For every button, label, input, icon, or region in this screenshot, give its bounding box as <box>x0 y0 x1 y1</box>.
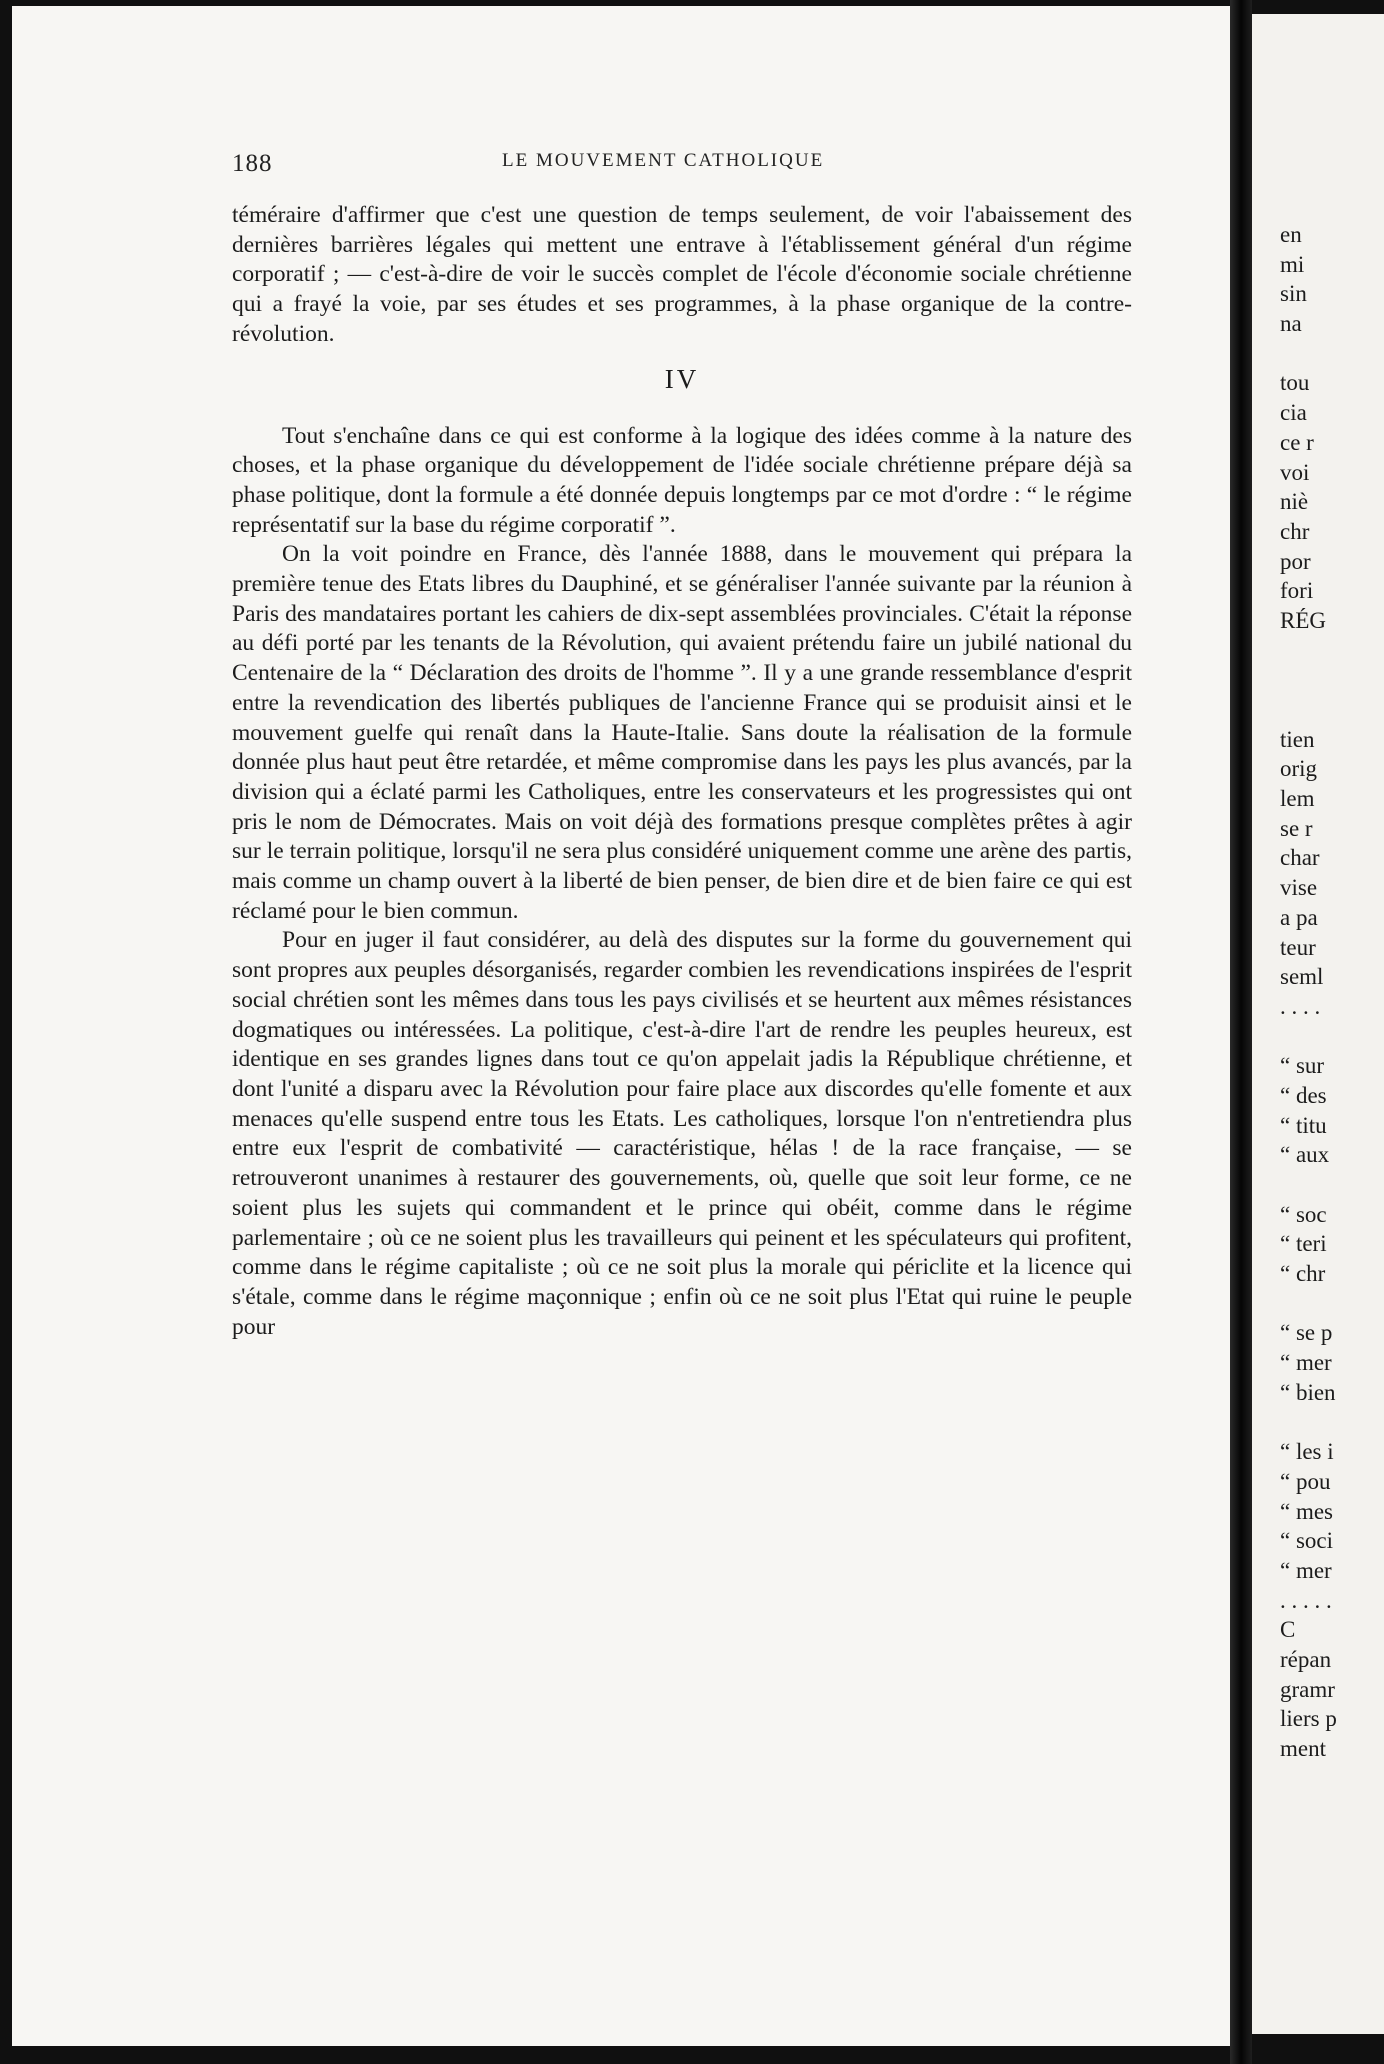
paragraph-3: Pour en juger il faut considérer, au delà des disputes sur la forme du gouvernement qui sont propres aux peuples désorganisés, regarder combien les revendications inspirées de l'esprit social chrétien sont les mêmes dans tous les pays civilisés et se heurtent aux mêmes résistances dogmatiques ou intéressées. La politique, c'est-à-dire l'art de rendre les peuples heureux, est identique en ses grandes lignes dans tout ce qu'on appelait jadis la République chrétienne, et dont l'unité a disparu avec la Révolution pour faire place aux discordes qu'elle fomente et aux menaces qu'elle suspend entre tous les Etats. Les catholiques, lorsque l'on n'entretiendra plus entre eux l'esprit de combativité — caractéristique, hélas ! de la race française, — se retrouveront unanimes à restaurer des gouvernements, où, quelle que soit leur forme, ce ne soient plus les sujets qui commandent et le prince qui obéit, comme dans le régime parlementaire ; où ce ne soient plus les travailleurs qui peinent et les spéculateurs qui profitent, comme dans le régime capitaliste ; où ce ne soit plus la morale qui périclite et la licence qui s'étale, comme dans le régime maçonnique ; enfin où ce ne soit plus l'Etat qui ruine le peuple pour <box>232 927 1132 1340</box>
right-page-line-fragment <box>1280 695 1384 725</box>
right-page-line-fragment: ment <box>1280 1736 1326 1762</box>
right-page-line-fragment: lem <box>1280 786 1315 812</box>
right-page-line-fragment: “ mes <box>1280 1498 1334 1524</box>
right-page <box>1252 14 1384 2034</box>
right-page-line-fragment: niè <box>1280 489 1309 515</box>
right-page-line-fragment: seml <box>1280 964 1324 990</box>
right-page-line-fragment: “ teri <box>1280 1231 1327 1257</box>
book-gutter <box>1230 0 1252 2064</box>
right-page-line-fragment: “ mer <box>1280 1350 1332 1376</box>
right-page-line-fragment: se r <box>1280 815 1313 841</box>
page-number: 188 <box>232 150 273 177</box>
right-page-line-fragment: “ soci <box>1280 1528 1334 1554</box>
right-page-line-fragment <box>1280 1170 1384 1200</box>
right-page-line-fragment: sin <box>1280 281 1307 307</box>
right-page-line-fragment <box>1280 1408 1384 1438</box>
right-page-line-fragment: na <box>1280 311 1302 337</box>
right-page-line-fragment: por <box>1280 548 1311 574</box>
right-page-line-fragment: chr <box>1280 518 1310 544</box>
section-heading: IV <box>664 363 700 394</box>
right-page-line-fragment: “ se p <box>1280 1320 1333 1346</box>
running-title: LE MOUVEMENT CATHOLIQUE <box>502 150 825 171</box>
right-page-line-fragment: RÉG <box>1280 607 1326 633</box>
right-page-line-fragment: a pa <box>1280 904 1318 930</box>
paragraph-2: On la voit poindre en France, dès l'année 1888, dans le mouvement qui prépara la première tenue des Etats libres du Dauphiné, et se généraliser l'année suivante par la réunion à Paris des mandataires portant les cahiers de dix-sept assemblées provinciales. C'était la réponse au défi porté par les tenants de la Révolution, qui avaient prétendu faire un jubilé national du Centenaire de la “ Déclaration des droits de l'homme ”. Il y a une grande ressemblance d'esprit entre la revendication des libertés publiques de l'ancienne France qui se produisit ainsi et le mouvement guelfe qui renaît dans la Haute-Italie. Sans doute la réalisation de la formule donnée plus haut peut être retardée, et même compromise dans les pays les plus avancés, par la division qui a éclaté parmi les Catholiques, entre les conservateurs et les progressistes qui ont pris le nom de Démocrates. Mais on voit déjà des formations presque complètes prêtes à agir sur le terrain politique, lorsqu'il ne sera plus considéré uniquement comme une arène des partis, mais comme un champ ouvert à la liberté de bien penser, de bien dire et de bien faire ce qui est réclamé pour le bien commun. <box>232 541 1132 924</box>
right-page-line-fragment: “ des <box>1280 1082 1327 1108</box>
right-page-text-fragments <box>1280 220 1384 1764</box>
right-page-line-fragment: char <box>1280 845 1320 871</box>
left-page <box>12 6 1230 2046</box>
right-page-line-fragment <box>1280 636 1384 666</box>
right-page-line-fragment: gramr <box>1280 1676 1335 1702</box>
right-page-line-fragment: fori <box>1280 578 1314 604</box>
right-page-line-fragment: teur <box>1280 934 1316 960</box>
right-page-line-fragment: “ les i <box>1280 1439 1334 1465</box>
right-page-line-fragment: vise <box>1280 875 1318 901</box>
right-page-line-fragment: ce r <box>1280 429 1314 455</box>
right-page-line-fragment: cia <box>1280 400 1307 426</box>
right-page-line-fragment: . . . . <box>1280 993 1321 1019</box>
running-head <box>232 146 1152 182</box>
text-block <box>232 201 1132 1342</box>
right-page-line-fragment <box>1280 339 1384 369</box>
right-page-line-fragment: mi <box>1280 251 1305 277</box>
right-page-line-fragment: “ sur <box>1280 1053 1325 1079</box>
right-page-line-fragment: “ mer <box>1280 1557 1332 1583</box>
right-page-line-fragment: “ soc <box>1280 1201 1327 1227</box>
right-page-line-fragment: “ titu <box>1280 1112 1327 1138</box>
right-page-line-fragment: en <box>1280 222 1302 247</box>
right-page-line-fragment <box>1280 1289 1384 1319</box>
right-page-line-fragment: voi <box>1280 459 1310 485</box>
right-page-line-fragment: tien <box>1280 726 1315 752</box>
right-page-line-fragment: “ chr <box>1280 1261 1326 1287</box>
right-page-line-fragment <box>1280 665 1384 695</box>
right-page-line-fragment: “ pou <box>1280 1468 1331 1494</box>
right-page-line-fragment: C <box>1280 1617 1296 1643</box>
right-page-line-fragment: liers p <box>1280 1706 1337 1732</box>
opening-paragraph: téméraire d'affirmer que c'est une question de temps seulement, de voir l'abaissement des dernières barrières légales qui mettent une entrave à l'établissement général d'un régime corporatif ; — c'est-à-dire de voir le succès complet de l'école d'économie sociale chrétienne qui a frayé la voie, par ses études et ses programmes, à la phase organique de la contre-révolution. <box>232 202 1132 347</box>
right-page-line-fragment: orig <box>1280 756 1318 782</box>
right-page-line-fragment: “ bien <box>1280 1379 1336 1405</box>
right-page-line-fragment: “ aux <box>1280 1142 1330 1168</box>
paragraph-1: Tout s'enchaîne dans ce qui est conforme à la logique des idées comme à la nature des choses, et la phase organique du développement de l'idée sociale chrétienne prépare déjà sa phase politique, dont la formule a été donnée depuis longtemps par ce mot d'ordre : “ le régime représentatif sur la base du régime corporatif ”. <box>232 422 1132 538</box>
right-page-line-fragment: . . . . . <box>1280 1587 1332 1613</box>
right-page-line-fragment <box>1280 1022 1384 1052</box>
right-page-line-fragment: répan <box>1280 1647 1332 1672</box>
right-page-line-fragment: tou <box>1280 370 1310 396</box>
